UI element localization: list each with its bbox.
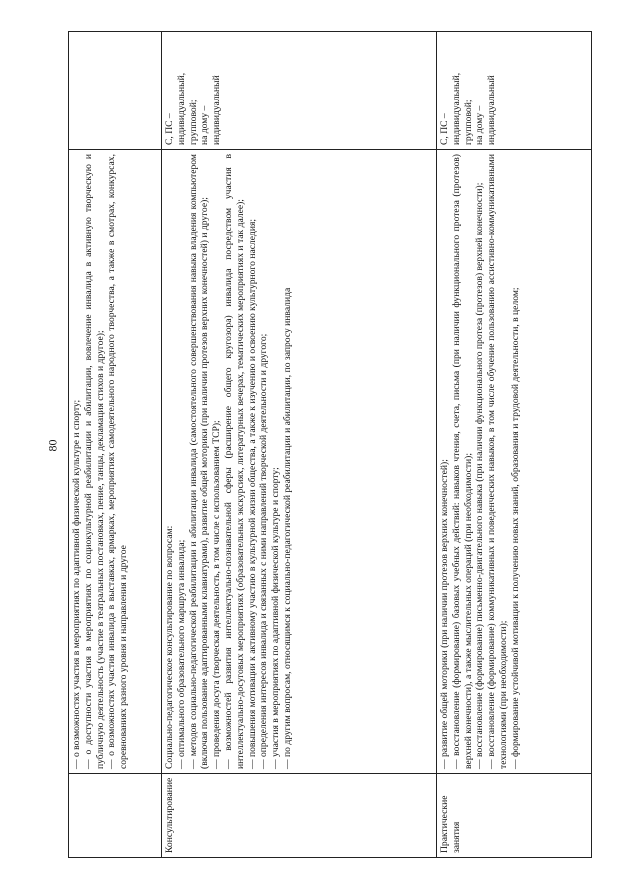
content-line: — о доступности участия в мероприятиях по социокультурной реабилитации и абилитации, вовлечение инвалида в активную творческую и публичную деятельность (участие в театральных постановках, пение, танцы, декламация стихов и другое); (82, 154, 106, 769)
content-line: — формирование устойчивой мотивации к получению новых знаний, образования и трудовой деятельности, в целом; (509, 287, 521, 769)
service-cell: Практические занятия (437, 774, 592, 858)
content-line: — по другим вопросам, относящимся к социально-педагогической реабилитации и абилитации, по запросу инвалида (281, 287, 293, 769)
content-line: — восстановление (формирование) коммуникативных и поведенческих навыков, в том числе обучение пользованию ассистивно-коммуникативными технологиями (при необходимости); (486, 154, 509, 769)
table-row (162, 32, 437, 858)
page-number: 80 (45, 439, 60, 452)
content-cell (162, 150, 437, 774)
content-line: — участия в мероприятиях по адаптивной физической культуре и спорту; (270, 467, 282, 769)
form-line: С, ПС – (439, 113, 450, 145)
form-cell (437, 32, 592, 150)
form-line: индивидуальный (486, 75, 498, 145)
services-table (68, 31, 592, 858)
form-line: на дому – (199, 105, 211, 145)
content-line: — определения интересов инвалида и связанных с ними направлений творческой деятельности и другого; (258, 333, 270, 769)
content-cell (69, 150, 162, 774)
content-cell (437, 150, 592, 774)
service-cell (69, 774, 162, 858)
form-cell (69, 32, 162, 150)
table-row (437, 32, 592, 858)
form-line: индивидуальный, групповой; (450, 72, 474, 145)
form-line: С, ПС – (164, 113, 175, 145)
content-line: — развитие общей моторики (при наличии протезов верхних конечностей); (439, 459, 450, 769)
form-line: на дому – (474, 105, 486, 145)
content-line: — проведения досуга (творческая деятельность, в том числе с использованием ТСР); (211, 420, 223, 769)
content-line: — оптимального образовательного маршрута инвалида; (175, 539, 187, 769)
content-line: — о возможностях участия инвалида в выставках, ярмарках, мероприятиях самодеятельного народного творчества, а также в смотрах, конкурсах, соревнованиях разного уровня и направления и другое (106, 154, 130, 769)
form-cell (162, 32, 437, 150)
content-line: Социально-педагогическое консультирование по вопросам: (164, 525, 175, 769)
content-line: — восстановление (формирование) письменно-двигательного навыка (при наличии функционального протеза (протезов) верхней конечности); (474, 182, 486, 769)
content-line: — восстановление (формирование) базовых учебных действий: навыков чтения, счета, письма (при наличии функционального протеза (протезов) верхней конечности), а также мыслительных операций (при необходимости); (450, 154, 474, 769)
content-line: — повышения мотивации к активному участию в культурной жизни общества, а также к изучению и освоению культурного наследия; (246, 218, 258, 769)
content-line: — возможностей развития интеллектуально-познавательной сферы (расширение общего кругозора) инвалида посредством участия в интеллектуально-досуговых мероприятиях (образовательных экскурсиях, литературных вечерах, тематических мероприятиях и так далее); (222, 154, 246, 769)
form-line: индивидуальный (211, 75, 223, 145)
content-line: — о возможностях участия в мероприятиях по адаптивной физической культуре и спорту; (71, 399, 82, 769)
service-cell: Консультирование (162, 774, 437, 858)
content-line: — методов социально-педагогической реабилитации и абилитации инвалида (самостоятельного совершенствования навыка владения компьютером (включая пользование адаптированными клавиатурами), развитие общей моторики (при наличии протезов верхних конечностей) и другое); (187, 154, 211, 769)
form-line: индивидуальный, групповой; (175, 72, 199, 145)
table-row (69, 32, 162, 858)
rotated-table-container (68, 32, 586, 858)
